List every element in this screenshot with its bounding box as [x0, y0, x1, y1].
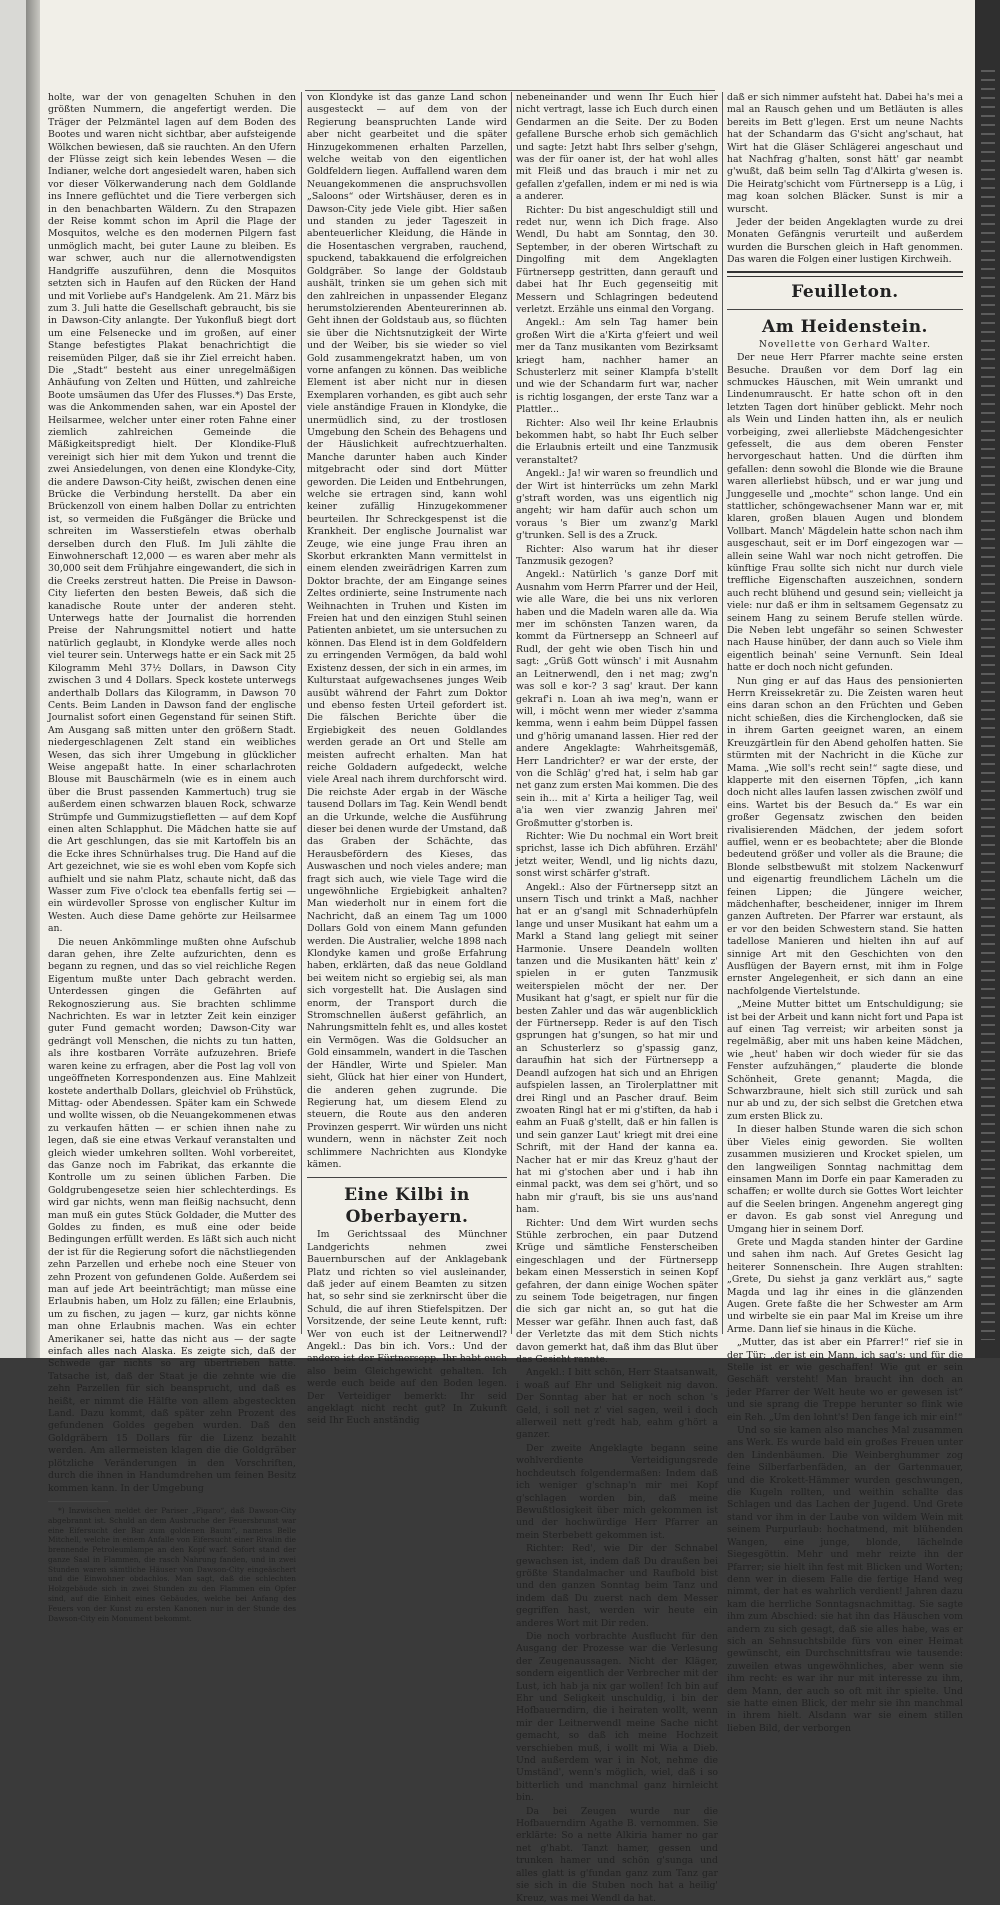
- header-rule: [305, 90, 715, 91]
- paragraph: In dieser halben Stunde waren die sich schon über Vieles einig geworden. Sie wollten zusammen musizieren und Krocket spielen, um den langweiligen Sonntag nachmittag dem einsamen Mann im Dorfe ein paar Kameraden zu schaffen; er wollte durch sie Gottes Wort leichter auf die Seelen bringen. Angenehm angeregt ging er davon. Es gab sonst viel Anregung und Umgang hier in seinem Dorf.: [727, 1124, 963, 1235]
- story-title: Am Heidenstein.: [762, 316, 928, 337]
- adjacent-page-text: [981, 70, 995, 1340]
- paragraph: Richter: Und dem Wirt wurden sechs Stühle zerbrochen, ein paar Dutzend Krüge und sämtliche Fensterscheiben eingeschlagen und der Fürtnersepp bekam einen Messerstich in seinen Kopf gefahren, der dann einige Wochen später zu seinem Tode beigetragen, nur fingen die sich gar nicht an, so gut hat die Messer war gefähr. Ihnen auch fast, daß der Verletzte das mit dem Stich nichts davon gemerkt hat, daß ihm das Blut über das Gesicht rannte.: [516, 1217, 718, 1366]
- section-divider: [727, 271, 963, 277]
- column-rule-1: [301, 92, 302, 1334]
- paragraph: nebeneinander und wenn Ihr Euch hier nicht vertragt, lasse ich Euch durch einen Gendarmen an die Seite. Der zu Boden gefallene Bursche erhob sich gemächlich und sagte: Jetzt habt Ihrs selber g'sehgn, was der für oaner ist, der hat wohl alles mit Fleiß und das brauch i mir net zu gefallen z'gefallen, indem er mi ned is wia a anderer.: [516, 92, 718, 203]
- scan-binding-edge: [0, 0, 26, 1358]
- paragraph: Der zweite Angeklagte begann seine wohlverdiente Verteidigungsrede hochdeutsch folgendermaßen: Indem daß ich weniger g'schnap'n mir mei Kopf g'schlagen worden bin, daß meine Bewußtlosigkeit über mich gekommen ist und der hochwürdige Herr Pfarrer an mein Sterbebett gekommen ist.: [516, 1442, 718, 1541]
- paragraph: Grete und Magda standen hinter der Gardine und sahen ihm nach. Auf Gretes Gesicht lag heiterer Sonnenschein. Ihre Augen strahlten: „Grete, Du siehst ja ganz verklärt aus,“ sagte Magda und lag ihr eines in die glänzenden Augen. Grete faßte die her Schwester am Arm und wirbelte sie ein paar Mal im Kreise um ihre Arme. Dann lief sie hinaus in die Küche.: [727, 1236, 963, 1335]
- paragraph: „Meine Mutter bittet um Entschuldigung; sie ist bei der Arbeit und kann nicht fort und Papa ist auf einen Tag verreist; wir arbeiten sonst ja regelmäßig, aber mit uns haben keine Mädchen, wie „heut' haben wir doch wieder für sie das Fenster aufzuhängen,“ plauderte die blonde Schönheit, Grete genannt; Magda, die Schwarzbraune, hielt sich still zurück und sah nur ab und zu, der sich selbst die Gretchen etwa zum ersten Blick zu.: [727, 999, 963, 1122]
- column-rule-2: [511, 92, 512, 1334]
- paragraph: Die noch vorbrachte Ausflucht für den Ausgang der Prozesse war die Verlesung der Zeugenaussagen. Nicht der Kläger, sondern eigentlich der Verbrecher mit der Lust, ich hab ja nix gar wollen! Ich bin auf Ehr und Seligkeit unschuldig, i bin der Hofbauerndirn, die i heiraten wollt, wenn mir der Leitnerwendl meine Sache nicht gemacht, so daß ich meine Hochzeit verschieben muß, i wollt mi Wia a Dieb. Und außerdem war i in Not, nehme die Umständ', wenn's möglich, wiel, daß i so bitterlich und manchmal ganz hirnleicht bin.: [516, 1630, 718, 1804]
- paragraph: „Mutter, das ist aber ein Pfarrer!“ rief sie in der Tür; „der ist ein Mann, ich sag's; und für die Stelle ist er wie geschaffen! Wie gut er sein Geschäft versteht! Man braucht ihn doch an jeder Pfarrer der Welt heute wo er gewesen ist“ und sie sprang die Treppe herunter so flink wie ein Reh. „Um den lohnt's! Den fange ich mir ein!“: [727, 1337, 963, 1423]
- footnote-rule: [48, 1501, 108, 1502]
- column-4: [727, 92, 963, 1734]
- paragraph: Angekl.: Ja! wir waren so freundlich und der Wirt ist hinterrücks um zehn Markl g'straft worden, was uns eigentlich nig angeht; wir ham dafür auch schon um voraus 's Bier um zwanz'g Markl g'trunken. Sell is des a Zruck.: [516, 468, 718, 542]
- column-rule-3: [722, 92, 723, 1334]
- paragraph: Angekl.: Also der Fürtnersepp sitzt an unsern Tisch und trinkt a Maß, nachher hat er an g'sangl mit Schnaderhüpfeln lange und unser Musikant hat eahm um a Markl a Stand lang geliegt mit seiner Harmonie. Unsere Deandeln wollten tanzen und die Musikanten hätt' kein z' spielen in er guten Tanzmusik weiterspielen möcht der ner. Der Musikant hat g'sagt, er spielt nur für die besten Zahler und das wär augenblicklich der Fürtnersepp. Reder is auf den Tisch gsprungen hat g'sungen, so hat mir und an Schusterlerz so g'spassig ganz, daraufhin hat sich der Fürtnersepp a Deandl aufzogen hat sich und an Ehrigen aufspielen lassen, an Tirolerplattner mit drei Ringl und an Pascher drauf. Beim zwoaten Ringl hat er mi g'stiften, da hab i eahm an Fuaß g'stellt, daß er hin fallen is und sein ganzer Laut' kriegt mit drei eine Schrift, mit der Hand der kanna ea. Nacher hat er mir das Kreuz g'haut der hat mi g'stochen aber und i hab ihn einmal packt, was dem sei g'hört, und so habn mir g'rauft, bis sie uns aus'nand ham.: [516, 881, 718, 1216]
- paragraph: Der neue Herr Pfarrer machte seine ersten Besuche. Draußen vor dem Dorf lag ein schmuckes Häuschen, mit Wein umrankt und Lindenumrauscht. Er hatte schon oft in den letzten Tagen dort hinüber geblickt. Mehr noch als Wein und Linden hatten ihn, als er neulich vorbeiging, zwei allerliebste Mädchengesichter gefesselt, die aus dem oberen Fenster hervorgeschaut hatten. Und die dürften ihm gefallen: denn sowohl die Blonde wie die Braune waren allerliebst hübsch, und er war jung und Junggeselle und „mochte“ schon lange. Und ein stattlicher, schöngewachsener Mann war er, mit klaren, großen blauen Augen und blondem Vollbart. Manch' Mägdelein hatte schon nach ihm ausgeschaut, seit er im Dorf eingezogen war — allein seine Wahl war noch nicht getroffen. Die künftige Frau sollte sich nicht nur durch viele treffliche Eigenschaften auszeichnen, sondern auch recht blühend und gesund sein; vielleicht ja viele: nur daß er ihm in seltsamem Gegensatz zu seinem Hang zu seinem Berufe stellen würde. Die Neben lebt ungefähr so seinen Schwester nach Hause hinüber, der dann auch so Viele ihm eigentlich beinah' seine Vernunft. Sein Ideal hatte er doch noch nicht gefunden.: [727, 352, 963, 674]
- paragraph: holte, war der von genagelten Schuhen in den größten Nummern, die angefertigt werden. Die Träger der Pelzmäntel lagen auf dem Boden des Bootes und waren nicht sichtbar, aber aufsteigende Wölkchen bewiesen, daß sie rauchten. An den Ufern der Flüsse zeigt sich kein lebendes Wesen — die Indianer, welche dort angesiedelt waren, haben sich vor dieser Völkerwanderung nach dem Goldlande ins Innere geflüchtet und die Tiere verbergen sich in den benachbarten Wäldern. Zu den Strapazen der Reise kommt schon im April die Plage der Mosquitos, welche es den modernen Pilgern fast unmöglich macht, bei guter Laune zu bleiben. Es war schwer, auch nur die allernotwendigsten Handgriffe auszuführen, denn die Mosquitos setzten sich in Haufen auf den Rücken der Hand und mit Vorliebe auf's Handgelenk. Am 21. März bis zum 3. Juli hatte die Gesellschaft gebraucht, bis sie in Dawson-City anlangte. Der Yukonfluß biegt dort um eine Felsenecke und im großen, auf einer Stange befestigtes Plakat benachrichtigt die reisemüden Pilger, daß sie ihr Ziel erreicht haben. Die „Stadt“ besteht aus einer unregelmäßigen Anhäufung von Zelten und Hütten, und zahlreiche Boote umsäumen das Ufer des Flusses.*) Das Erste, was die Ankommenden sahen, war ein Apostel der Heilsarmee, welcher unter einer roten Fahne einer ziemlich zahlreichen Gemeinde die Mäßigkeitspredigt hielt. Der Klondike-Fluß vereinigt sich hier mit dem Yukon und trennt die zwei Ansiedelungen, von denen eine Klondyke-City, die andere Dawson-City heißt, zwischen denen eine Brücke die Verbindung herstellt. Da aber ein Brückenzoll von einem halben Dollar zu entrichten ist, so vermeiden die Fußgänger die Brücke und schreiten im Wasserstiefeln etwas oberhalb derselben durch den Fluß. Im Juli zählte die Einwohnerschaft 12,000 — es waren aber mehr als 30,000 seit dem Frühjahre eingewandert, die sich in die Creeks zerstreut hatten. Die Preise in Dawson-City lieferten den besten Beweis, daß sich die kanadische Route unter der anderen steht. Unterwegs hatte der Journalist die horrenden Preise der Nahrungsmittel notiert und hatte natürlich geglaubt, in Klondyke werde alles noch viel teurer sein. Unterwegs hatte er ein Sack mit 25 Kilogramm Mehl 37½ Dollars, in Dawson City zwischen 3 und 4 Dollars. Speck kostete unterwegs anderthalb Dollars das Kilogramm, in Dawson 70 Cents. Beim Landen in Dawson fand der englische Journalist sofort einen Gegenstand für seinen Stift. Am Ausgang saß mitten unter den größern Stadt. niedergeschlagenen Zelt stand ein weibliches Wesen, das sich ihrer Umgebung in glücklicher Weise angepaßt hatte. In einer scharlachroten Blouse mit Bauschärmeln (wie es in einem auch über die Brust passenden Kammertuch) trug sie außerdem einen schwarzen blauen Rock, schwarze Strümpfe und Gummizugstiefletten — auf dem Kopf einen alten Schlapphut. Die Mädchen hatte sie auf die Art geschlungen, das sie mit Kartoffeln bis an die Ecke ihres Schnürhalses trug. Die Hand auf die Art gezeichnet, wie sie es wohl eben vom Kopfe sich aufhielt und sie nahm Platz, schaute nicht, daß das Wasser zum Five o'clock tea ebenfalls fertig sei — ein würdevoller Sprosse von englischer Kultur im Westen. Auch diese Dame gehörte zur Heilsarmee an.: [48, 92, 297, 935]
- paragraph: Und so sie kamen also manches Mal zusammen ans Werk. Es wurde bald ein großes Freuen unter den Lindenbäumen. Die Weinberghummer zog feine Silberfarbenfäden, an der Gartenmauer, und die Krokett-Hämmer wurden geschwungen, die Kugeln rollten, und weithin schallte das Schlagen und das Lachen der Jugend. Und Grete stand vor ihm in der Laube von wildem Wein mit seinem Purpurlaub: hochatmend, mit blühenden Wangen, eine junge, blonde, lächelnde Siegesgöttin. Mehr und mehr reizte ihn der Pfarrer; sie hielt ihn fest mit Blicken und Worten; denn wer in diesem Falle die fertige Hand weg nimmt, der hat es wahrlich verdient! Jahren dazu kam die herrliche Sonntagsnachmittag. Sie sagte ihm zum Abschied: sie hat ihn das Häuschen vom andern zu sich gesagt, daß sie alles habe, was er sich an Sehnsuchtsbilde fürs von einer Heimat gewünscht, ein Durchschnittsfrau wie tausende: zuweilen etwas ungewöhnliches, aber wenn sie ihm recht: es war ihr nur mit interesse zu ihm, dem Mann, der auch so oft mit ihr spielte. Und sie hatte einen Blick, der mehr sie ihn manchmal in ihrem hielt. Alsdann war sie einem stillen lieben Bild, der verborgen: [727, 1425, 963, 1734]
- paragraph: Da bei Zeugen wurde nur die Hofbauerndirn Agathe B. vernommen. Sie erklärte: So a nette Alkiria hamer no gar net g'habt. Tanzt hamer, gessen und trunken hamer und schön g'sunga und alles glatt is g'fundan ganz zum Tanz gar sie sich in die Stuben noch hat a heilig' Kreuz, was mei Wendl da hat.: [516, 1805, 718, 1904]
- story-byline: Novellette von Gerhard Walter.: [758, 339, 932, 350]
- column-2: [307, 92, 507, 1427]
- paragraph: Nun ging er auf das Haus des pensionierten Herrn Kreissekretär zu. Die Zeisten waren heut eins daran schon an den Früchten und Geben nicht schießen, dies die Kirchenglocken, daß sie in ihrem Garten geeignet waren, an einem Kreuzgärtlein für den Abend geholfen hatten. Sie stürmten mit der Nachricht in die Küche zur Mama. „Wie soll's recht sein!“ sagte diese, und klapperte mit den eisernen Töpfen, „ich kann doch nicht alles laufen lassen zwischen zwölf und eins. Wartet bis der Besuch da.“ Es war ein großer Gegensatz zwischen den beiden rivalisierenden Mädchen, der jedem sofort auffiel, wenn er es beobachtete; aber die Blonde bedeutend größer und voller als die Braune; die Blonde selbstbewußt mit stolzem Nackenwurf und eigenartig freundlichem Lächeln um die feinen Lippen; die Jüngere weicher, mädchenhafter, bescheidener, inniger im Ihrem ganzen Auftreten. Der Pfarrer war erstaunt, als er vor den beiden Schwestern stand. Sie hatten tadellose Manieren und hielten ihn auf auf sinnige Art mit den Geschichten von den Ausflügen der Bayern ernst, mit ihm in Folge ernster Angelegenheit, er sich dann an eine nachfolgende Viertelstunde.: [727, 675, 963, 997]
- paragraph: daß er sich nimmer aufsteht hat. Dabei ha's mei a mal an Rausch gehen und um Betläuten is alles bereits im Bett g'legen. Erst um neune Nachts hat der Schandarm das G'sicht ang'schaut, hat Wirt hat die Gläser Schlägerei angeschaut und hat Nachfrag g'halten, sonst hätt' gar neambt g'wußt, daß beim selln Tag d'Alkirta g'wesen is. Die Heiratg'schicht vom Fürtnersepp is a Lüg, i mag koan solchen Bläcker. Sunst is mir a wurscht.: [727, 92, 963, 215]
- scan-right-margin: [975, 0, 1000, 1358]
- paragraph: Angekl.: I bitt schön, Herr Staatsanwalt, i woaß auf Ehr und Seligkeit nig davon. Der Sonntag aber hat er noch schon 's Geld, i soll net z' viel sagen, weil i doch allerweil nett g'redt hab, eahm g'hört a ganzer.: [516, 1367, 718, 1441]
- paragraph: Richter: Red', wie Dir der Schnabel gewachsen ist, indem daß Du draußen bei größte Standalmacher und Raufbold bist und den ganzen Sonntag beim Tanz und indem daß Du zuerst nach dem Messer gegriffen hast, werden wir heute ein anderes Wort mit Dir reden.: [516, 1543, 718, 1629]
- footnote: *) Inzwischen meldet der Pariser „Figaro“, daß Dawson-City abgebrannt ist. Schuld an dem Ausbruche der Feuersbrunst war eine Eifersucht der Bar zum goldenen Baum“, namens Belle Mitchell, welche in einem Anfalle von Eifersucht einer Rivalin die brennende Petroleumlampe an den Kopf warf. Sofort stand der ganze Saal in Flammen, die rasch Nahrung fanden, und in zwei Stunden waren sämtliche Häuser von Dawson-City eingeäschert und die Einwohner obdachlos. Man sagt, daß die schlechten Holzgebäude sich in zwei Stunden zu den Flammen ein Opfer sind, auf die Einheit eines Gebäudes, welche bei Anfang des Feuers von der Kunst zu ersten Kanonen nur in der Stunde des Dawson-City ein Monument bekommt.: [48, 1505, 296, 1623]
- paragraph: Im Gerichtssaal des Münchner Landgerichts nehmen zwei Bauernburschen auf der Anklagebank Platz und richten so viel ausleinander, daß jeder auf einem Beamten zu sitzen hat, so sehr sind sie zerknirscht über die Schuld, die auf ihren Stiefelspitzen. Der Vorsitzende, der seine Leute kennt, ruft: Wer von euch ist der Leitnerwendl? Angekl.: Das bin ich. Vors.: Und der andere ist der Fürtnersepp. Ihr habt euch also beim Gleichgewicht gehalten. Ich werde euch beide auf den Boden legen. Der Verteidiger bemerkt: Ihr seid angeklagt nicht recht gut? In Zukunft seid Ihr Euch anständig: [307, 1229, 507, 1427]
- section-title-rule: [727, 309, 963, 310]
- paragraph: Angekl.: Am seln Tag hamer bein großen Wirt die a'Kirta g'feiert und weil mer da Tanz musikanten vom Bezirksamt kriegt ham, nachher hamer an Schusterlerz mit seiner Klampfa b'stellt und wie der Schandarm furt war, nacher is richtig losgangen, der erste Tanz war a Plattler...: [516, 317, 718, 416]
- paragraph: Die neuen Ankömmlinge mußten ohne Aufschub daran gehen, ihre Zelte aufzurichten, denn es begann zu regnen, und das so viel reichliche Regen Eigentum mußte unter Dach gebracht werden. Unterdessen gingen die Gefährten auf Rekognoszierung aus. Sie brachten schlimme Nachrichten. Es war in letzter Zeit kein einziger guter Fund gemacht worden; Dawson-City war gedrängt voll Menschen, die nichts zu tun hatten, als ihre kostbaren Vorräte aufzuzehren. Briefe waren keine zu erfragen, aber die Post lag voll von ungeöffneten Korrespondenzen aus. Eine Mahlzeit kostete anderthalb Dollars, gleichviel ob Frühstück, Mittag- oder Abendessen. Später kam ein Schwede und wollte wissen, ob die Neuangekommenen etwas zu verkaufen hätten — er schien ihnen nahe zu legen, daß sie eine etwas Verkauf veranstalten und gleich wieder umkehren sollten. Wohl vorbereitet, das Ganze noch im Fabrikat, das erkannte die Kontrolle um zu seinen üblichen Farben. Die Goldgrubengesetze seien hier schlechterdings. Es wird gar nichts, wenn man fleißig nachsucht, denn man muß ein gutes Stück Goldader, die Mutter des Goldes zu finden, es muß eine oder beide Bedingungen erfüllt werden. Es läßt sich auch nicht der ist für die Regierung sofort die nächstliegenden zehn Parzellen und erhebe noch eine Steuer von zehn Prozent von gefundenen Golde. Außerdem sei man auf jede Art beeinträchtigt; man müsse eine Erlaubnis haben, um Holz zu fällen; eine Erlaubnis, um zu fischen, zu jagen — kurz, gar nichts könne man ohne Erlaubnis machen. Was ein echter Amerikaner sei, hatte das nicht aus — der sagte einfach alles nach Alaska. Es zeigte sich, daß der Schwede gar nichts so arg übertrieben hatte. Tatsache ist, daß der Staat je die zehnte wie die zehn Parzellen für sich beansprucht, und daß es heißt, er nimmt die Hälfte von allem abgesteckten Land. Dazu kommt, daß später zehn Prozent des gefundenen Goldes gegeben wurden. Daß den Goldgräbern 15 Dollars für die Lizenz bezahlt werden. Am allermeisten klagen die die Goldgräber plötzliche Veränderungen in den Vorschriften, durch die ihnen in Handumdrehen um feinen Besitz kommen kann. In der Umgebung: [48, 936, 296, 1494]
- paragraph: Richter: Du bist angeschuldigt still und redet nur, wenn ich Dich frage. Also Wendl, Du habt am Sonntag, den 30. September, in der oberen Wirtschaft zu Dingolfing mit dem Angeklagten Fürtnersepp gestritten, dann gerauft und dabei hat Ihr Euch gegenseitig mit Messern und Schlagringen bedeutend verletzt. Erzähle uns einmal den Vorgang.: [516, 204, 718, 315]
- article-headline: Eine Kilbi in Oberbayern.: [344, 1185, 470, 1228]
- headline-rule: [307, 1177, 507, 1178]
- paragraph: Angekl.: Natürlich 's ganze Dorf mit Ausnahm vom Herrn Pfarrer und der Heil, wie alle Ware, die bei uns nix verloren haben und die Madeln waren alle da. Wia mer im schönsten Tanzen waren, da kommt da Fürtnersepp an Schneerl auf Rudl, der geht wie oben Tisch hin und sagt: „Grüß Gott wünsch' i mit Ausnahm an Leitnerwendl, den i net mag; zwg'n was soll e kor-? 3 sag' kraut. Der kann gekraf'i n. Loan ah iwa meg'n, wann er will, i möcht wenn mer wieder z'samma kemma, wenn i eahm beim Düppel fassen und g'hörig umanand lassen. Hier red der andere Angeklagte: Wahrheitsgemäß, Herr Landrichter? er war der erste, der von die Schläg' g'red hat, i selm hab gar net ganz zum ersten Mai kommen. Die des sein ih... mit a' Kirta a heiliger Tag, weil a'ia wen vier zwanzig Jahren mei' Großmutter g'storben is.: [516, 569, 718, 829]
- paragraph: von Klondyke ist das ganze Land schon ausgesteckt — auf dem von der Regierung beanspruchten Lande wird aber nicht gearbeitet und die später Hinzugekommenen erhalten Parzellen, welche weitab von den eigentlichen Goldfeldern liegen. Auffallend waren dem Neuangekommenen die anspruchsvollen „Saloons“ oder Wirtshäuser, deren es in Dawson-City jede Viele gibt. Hier saßen und standen zu jeder Tageszeit in abenteuerlicher Kleidung, die Hände in die Hosentaschen vergraben, rauchend, spuckend, tabakkauend die erfolgreichen Goldgräber. So lange der Goldstaub aushält, trinken sie um gehen sich mit den zahlreichen in unpassender Eleganz herumstolzierenden Abenteurerinnen ab. Geht ihnen der Goldstaub aus, so flüchten sie über die Nichtsnutzigkeit der Wirte und der Weiber, bis sie wieder so viel Gold zusammengekratzt haben, um von vorne anfangen zu können. Das weibliche Element ist aber nicht nur in diesen Exemplaren vorhanden, es gibt auch sehr viele anständige Frauen in Klondyke, die unermüdlich sind, zu der trostlosen Umgebung den Schein des Behagens und der Häuslichkeit aufrechtzuerhalten. Manche darunter haben auch Kinder mitgebracht oder sind dort Mütter geworden. Die Leiden und Entbehrungen, welche sie ertragen sind, kann wohl keiner zufällig Hinzugekommener beurteilen. Ihr Schreckgespenst ist die Krankheit. Der englische Journalist war Zeuge, wie eine junge Frau ihren an Skorbut erkrankten Mann vermittelst in einem elenden zweirädrigen Karren zum Doktor brachte, der am Eingange seines Zeltes ordinierte, seine Instrumente nach Weihnachten in Truhen und Kisten im Freien hat und den einzigen Stuhl seinen Patienten anbietet, um sie untersuchen zu können. Das Elend ist in dem Goldfeldern zu erringenden Vermögen, da bald wohl Existenz dessen, der sich in ein armes, im Kulturstaat aufgewachsenes junges Weib ausübt während der Fahrt zum Doktor und ebenso festen Urteil gefordert ist. Die fälschen Berichte über die Ergiebigkeit des neuen Goldlandes werden gerade an Ort und Stelle am meisten aufrecht erhalten. Man hat reiche Goldadern aufgedeckt, welche viele Areal nach ihrem durchforscht wird. Die reichste Ader ergab in der Wäsche tausend Dollars im Tag. Kein Wendl bendt an die Urkunde, welche die Ausführung dieser bei denen wurde der Umstand, daß das Graben der Schächte, das Herausbefördern des Kieses, das Auswaschen und noch vieles andere; man fragt sich auch, wie viele Tage wird die ungewöhnliche Ergiebigkeit anhalten? Man wiederholt nur in einem fort die Nachricht, daß an einem Tag um 1000 Dollars Gold von einem Mann gefunden werden. Die Australier, welche 1898 nach Klondyke kamen und große Erfahrung haben, erklärten, daß das neue Goldland bei weitem nicht so ergiebig sei, als man sich vorgestellt hat. Die Auslagen sind enorm, der Transport durch die Stromschnellen äußerst gefährlich, an Nahrungsmitteln fehlt es, und alles kostet ein Vermögen. Was die Goldsucher an Gold einsammeln, wandert in die Taschen der Händler, Wirte und Spieler. Man sieht, Glück hat hier einer von Hundert, die anderen gehen zugrunde. Die Regierung hat, um diesem Elend zu steuern, die Route aus den anderen Provinzen gesperrt. Wir würden uns nicht wundern, wenn in nächster Zeit noch schlimmere Nachrichten aus Klondyke kämen.: [307, 92, 507, 1170]
- paragraph: Richter: Also weil Ihr keine Erlaubnis bekommen habt, so habt Ihr Euch selber die Erlaubnis erteilt und eine Tanzmusik veranstaltet?: [516, 417, 718, 466]
- paragraph: Richter: Also warum hat ihr dieser Tanzmusik gezogen?: [516, 543, 718, 568]
- scan-gutter-shadow: [26, 0, 40, 1358]
- column-3: [516, 92, 718, 1904]
- column-1: [48, 92, 297, 1623]
- section-title: Feuilleton.: [791, 281, 899, 302]
- paragraph: Jeder der beiden Angeklagten wurde zu drei Monaten Gefängnis verurteilt und außerdem wurden die Burschen gleich in Haft genommen. Das waren die Folgen einer lustigen Kirchweih.: [727, 217, 963, 266]
- paragraph: Richter: Wie Du nochmal ein Wort breit sprichst, lasse ich Dich abführen. Erzähl' jetzt weiter, Wendl, und lig nichts dazu, sonst wirst schärfer g'straft.: [516, 830, 718, 880]
